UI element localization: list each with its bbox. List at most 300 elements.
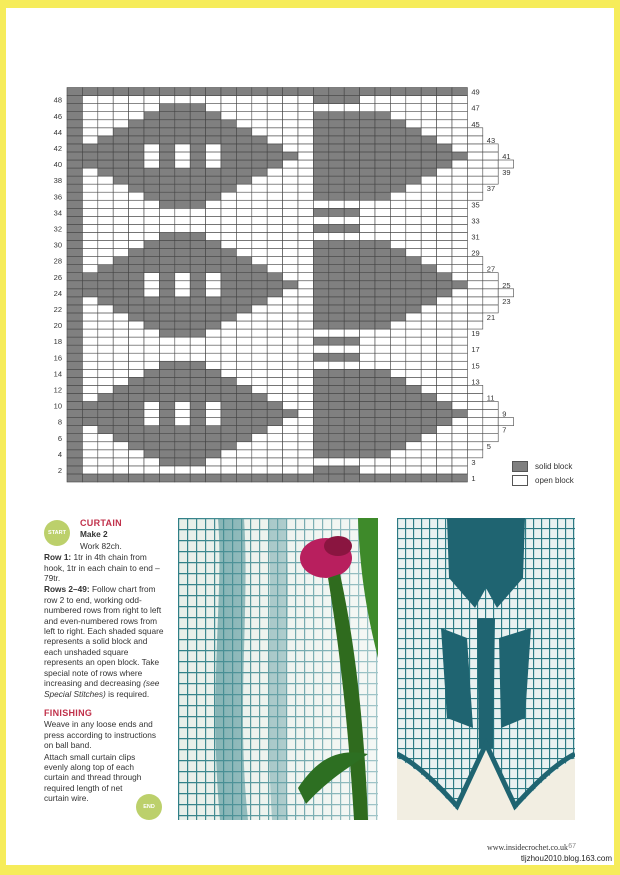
chart-cell bbox=[159, 192, 174, 200]
chart-cell bbox=[144, 136, 159, 144]
chart-cell bbox=[329, 136, 344, 144]
chart-cell bbox=[298, 168, 313, 176]
chart-cell bbox=[406, 297, 421, 305]
chart-cell bbox=[267, 104, 282, 112]
legend-open bbox=[512, 475, 574, 486]
chart-cell bbox=[236, 152, 251, 160]
chart-cell bbox=[406, 369, 421, 377]
chart-cell bbox=[67, 410, 82, 418]
chart-cell bbox=[452, 112, 467, 120]
chart-cell bbox=[82, 402, 97, 410]
chart-cell bbox=[375, 216, 390, 224]
chart-cell bbox=[421, 232, 436, 240]
chart-cell bbox=[406, 136, 421, 144]
row-label-right: 37 bbox=[486, 184, 496, 194]
chart-cell bbox=[360, 281, 375, 289]
row-label-left: 2 bbox=[57, 465, 62, 475]
chart-cell bbox=[129, 224, 144, 232]
chart-cell bbox=[144, 361, 159, 369]
chart-cell bbox=[283, 289, 298, 297]
chart-cell bbox=[267, 361, 282, 369]
chart-cell bbox=[98, 184, 113, 192]
chart-cell bbox=[82, 241, 97, 249]
chart-cell bbox=[344, 305, 359, 313]
chart-cell bbox=[360, 192, 375, 200]
chart-cell bbox=[406, 361, 421, 369]
row-label-right: 33 bbox=[471, 216, 480, 226]
chart-cell bbox=[267, 458, 282, 466]
chart-cell bbox=[467, 144, 482, 152]
chart-cell bbox=[298, 313, 313, 321]
chart-cell bbox=[82, 200, 97, 208]
chart-cell bbox=[390, 337, 405, 345]
chart-cell bbox=[190, 313, 205, 321]
chart-cell bbox=[298, 273, 313, 281]
chart-cell bbox=[344, 345, 359, 353]
chart-cell bbox=[437, 305, 452, 313]
chart-cell bbox=[67, 466, 82, 474]
chart-cell bbox=[82, 474, 97, 482]
chart-cell bbox=[437, 337, 452, 345]
chart-cell bbox=[344, 289, 359, 297]
chart-cell bbox=[313, 152, 328, 160]
chart-cell bbox=[283, 232, 298, 240]
chart-cell bbox=[129, 232, 144, 240]
chart-cell bbox=[221, 88, 236, 96]
chart-cell bbox=[467, 128, 482, 136]
chart-cell bbox=[252, 96, 267, 104]
chart-cell bbox=[329, 104, 344, 112]
chart-cell bbox=[236, 313, 251, 321]
chart-cell bbox=[421, 442, 436, 450]
chart-cell bbox=[298, 128, 313, 136]
chart-cell bbox=[390, 88, 405, 96]
chart-cell bbox=[67, 337, 82, 345]
chart-cell bbox=[236, 249, 251, 257]
chart-cell bbox=[406, 442, 421, 450]
chart-cell bbox=[421, 313, 436, 321]
chart-cell bbox=[437, 249, 452, 257]
chart-cell bbox=[483, 426, 498, 434]
chart-cell bbox=[98, 216, 113, 224]
finishing-line2: Attach small curtain clips evenly along top of each curtain and thread through required length of net curtain wire. bbox=[44, 751, 142, 804]
chart-cell bbox=[175, 144, 190, 152]
chart-cell bbox=[298, 257, 313, 265]
chart-cell bbox=[452, 410, 467, 418]
chart-cell bbox=[267, 241, 282, 249]
chart-cell bbox=[129, 450, 144, 458]
chart-cell bbox=[144, 313, 159, 321]
chart-cell bbox=[190, 128, 205, 136]
chart-cell bbox=[313, 361, 328, 369]
chart-cell bbox=[467, 442, 482, 450]
chart-cell bbox=[129, 393, 144, 401]
chart-cell bbox=[344, 216, 359, 224]
chart-cell bbox=[437, 361, 452, 369]
chart-cell bbox=[437, 353, 452, 361]
chart-cell bbox=[452, 104, 467, 112]
chart-cell bbox=[98, 305, 113, 313]
chart-cell bbox=[344, 353, 359, 361]
row-label-right: 41 bbox=[502, 152, 511, 161]
chart-cell bbox=[375, 232, 390, 240]
chart-cell bbox=[390, 120, 405, 128]
chart-cell bbox=[298, 466, 313, 474]
chart-cell bbox=[406, 208, 421, 216]
chart-cell bbox=[267, 289, 282, 297]
chart-cell bbox=[82, 232, 97, 240]
chart-cell bbox=[98, 224, 113, 232]
chart-cell bbox=[360, 200, 375, 208]
chart-cell bbox=[190, 442, 205, 450]
chart-cell bbox=[252, 104, 267, 112]
chart-cell bbox=[129, 442, 144, 450]
curtain-photo-left-image bbox=[178, 518, 378, 820]
chart-cell bbox=[467, 265, 482, 273]
chart-cell bbox=[221, 184, 236, 192]
chart-cell bbox=[267, 136, 282, 144]
row-label-left: 26 bbox=[53, 272, 62, 282]
chart-cell bbox=[252, 136, 267, 144]
chart-cell bbox=[113, 442, 128, 450]
chart-cell bbox=[82, 450, 97, 458]
chart-cell bbox=[144, 402, 159, 410]
chart-cell bbox=[252, 176, 267, 184]
chart-cell bbox=[236, 345, 251, 353]
chart-cell bbox=[236, 104, 251, 112]
chart-cell bbox=[129, 353, 144, 361]
chart-cell bbox=[98, 474, 113, 482]
chart-cell bbox=[452, 369, 467, 377]
curtain-photo-left bbox=[178, 518, 378, 820]
chart-cell bbox=[221, 176, 236, 184]
chart-cell bbox=[298, 345, 313, 353]
chart-cell bbox=[236, 241, 251, 249]
row-label-right: 23 bbox=[502, 296, 511, 306]
chart-cell bbox=[267, 96, 282, 104]
chart-cell bbox=[313, 297, 328, 305]
chart-cell bbox=[221, 224, 236, 232]
chart-cell bbox=[236, 321, 251, 329]
chart-cell bbox=[452, 192, 467, 200]
chart-cell bbox=[98, 402, 113, 410]
chart-cell bbox=[267, 144, 282, 152]
chart-cell bbox=[129, 176, 144, 184]
chart-cell bbox=[252, 128, 267, 136]
chart-cell bbox=[82, 184, 97, 192]
legend-solid-label: solid block bbox=[535, 462, 573, 471]
chart-cell bbox=[82, 410, 97, 418]
chart-cell bbox=[390, 289, 405, 297]
chart-cell bbox=[206, 112, 221, 120]
chart-cell bbox=[206, 337, 221, 345]
chart-cell bbox=[113, 377, 128, 385]
chart-cell bbox=[113, 184, 128, 192]
chart-cell bbox=[298, 321, 313, 329]
chart-cell bbox=[206, 410, 221, 418]
chart-cell bbox=[406, 152, 421, 160]
chart-cell bbox=[313, 353, 328, 361]
chart-cell bbox=[267, 385, 282, 393]
curtain-photo-right-image bbox=[397, 518, 575, 820]
chart-cell bbox=[82, 329, 97, 337]
chart-cell bbox=[67, 458, 82, 466]
chart-cell bbox=[437, 96, 452, 104]
chart-cell bbox=[67, 112, 82, 120]
chart-cell bbox=[129, 337, 144, 345]
chart-cell bbox=[452, 120, 467, 128]
start-badge: START bbox=[44, 520, 70, 546]
chart-cell bbox=[98, 337, 113, 345]
chart-cell bbox=[98, 104, 113, 112]
legend-open-swatch bbox=[512, 475, 528, 486]
chart-cell bbox=[375, 458, 390, 466]
chart-cell bbox=[113, 249, 128, 257]
chart-cell bbox=[421, 353, 436, 361]
chart-cell bbox=[329, 112, 344, 120]
chart-cell bbox=[190, 200, 205, 208]
chart-cell bbox=[437, 192, 452, 200]
row1-label: Row 1: bbox=[44, 552, 72, 563]
chart-cell bbox=[360, 136, 375, 144]
chart-cell bbox=[98, 208, 113, 216]
chart-cell bbox=[313, 176, 328, 184]
chart-cell bbox=[344, 232, 359, 240]
chart-cell bbox=[159, 402, 174, 410]
chart-cell bbox=[206, 152, 221, 160]
chart-cell bbox=[483, 273, 498, 281]
chart-cell bbox=[113, 104, 128, 112]
row-label-left: 30 bbox=[53, 240, 62, 250]
chart-cell bbox=[144, 474, 159, 482]
chart-cell bbox=[221, 232, 236, 240]
chart-cell bbox=[82, 458, 97, 466]
chart-cell bbox=[360, 208, 375, 216]
chart-cell bbox=[298, 385, 313, 393]
chart-cell bbox=[159, 257, 174, 265]
chart-cell bbox=[390, 297, 405, 305]
instructions-column bbox=[44, 518, 164, 805]
chart-cell bbox=[329, 160, 344, 168]
chart-cell bbox=[360, 96, 375, 104]
chart-cell bbox=[344, 377, 359, 385]
chart-cell bbox=[360, 345, 375, 353]
chart-cell bbox=[375, 393, 390, 401]
chart-cell bbox=[221, 241, 236, 249]
chart-cell bbox=[344, 208, 359, 216]
chart-cell bbox=[483, 152, 498, 160]
chart-cell bbox=[329, 361, 344, 369]
chart-cell bbox=[452, 329, 467, 337]
chart-cell bbox=[67, 152, 82, 160]
chart-cell bbox=[406, 393, 421, 401]
chart-cell bbox=[344, 128, 359, 136]
chart-cell bbox=[67, 136, 82, 144]
chart-cell bbox=[190, 305, 205, 313]
chart-cell bbox=[421, 281, 436, 289]
chart-cell bbox=[452, 144, 467, 152]
chart-cell bbox=[236, 418, 251, 426]
chart-cell bbox=[360, 120, 375, 128]
chart-cell bbox=[283, 418, 298, 426]
chart-cell bbox=[67, 265, 82, 273]
chart-cell bbox=[360, 265, 375, 273]
chart-cell bbox=[344, 466, 359, 474]
chart-cell bbox=[252, 466, 267, 474]
chart-cell bbox=[390, 450, 405, 458]
chart-cell bbox=[159, 450, 174, 458]
chart-cell bbox=[175, 176, 190, 184]
chart-cell bbox=[206, 313, 221, 321]
chart-cell bbox=[159, 345, 174, 353]
chart-cell bbox=[421, 474, 436, 482]
chart-cell bbox=[67, 434, 82, 442]
chart-cell bbox=[406, 128, 421, 136]
chart-cell bbox=[375, 192, 390, 200]
chart-cell bbox=[467, 273, 482, 281]
chart-cell bbox=[467, 385, 482, 393]
chart-cell bbox=[190, 232, 205, 240]
chart-cell bbox=[236, 136, 251, 144]
chart-cell bbox=[236, 329, 251, 337]
chart-cell bbox=[252, 410, 267, 418]
chart-cell bbox=[452, 393, 467, 401]
chart-cell bbox=[283, 474, 298, 482]
chart-cell bbox=[437, 216, 452, 224]
chart-cell bbox=[82, 345, 97, 353]
chart-cell bbox=[421, 241, 436, 249]
chart-cell bbox=[390, 442, 405, 450]
chart-cell bbox=[421, 466, 436, 474]
chart-cell bbox=[252, 434, 267, 442]
chart-cell bbox=[329, 442, 344, 450]
chart-cell bbox=[452, 313, 467, 321]
chart-cell bbox=[390, 313, 405, 321]
chart-cell bbox=[129, 402, 144, 410]
chart-cell bbox=[175, 337, 190, 345]
chart-cell bbox=[236, 184, 251, 192]
chart-cell bbox=[236, 361, 251, 369]
chart-cell bbox=[221, 152, 236, 160]
chart-cell bbox=[175, 160, 190, 168]
chart-cell bbox=[406, 418, 421, 426]
chart-cell bbox=[344, 273, 359, 281]
chart-cell bbox=[452, 224, 467, 232]
chart-cell bbox=[313, 241, 328, 249]
chart-cell bbox=[82, 112, 97, 120]
chart-cell bbox=[159, 224, 174, 232]
chart-cell bbox=[82, 361, 97, 369]
chart-cell bbox=[98, 128, 113, 136]
chart-cell bbox=[406, 337, 421, 345]
chart-cell bbox=[82, 466, 97, 474]
chart-cell bbox=[82, 152, 97, 160]
chart-cell bbox=[390, 474, 405, 482]
chart-cell bbox=[252, 208, 267, 216]
chart-cell bbox=[452, 88, 467, 96]
chart-cell bbox=[98, 136, 113, 144]
chart-cell bbox=[452, 377, 467, 385]
chart-cell bbox=[329, 265, 344, 273]
chart-cell bbox=[452, 273, 467, 281]
chart-cell bbox=[344, 434, 359, 442]
chart-cell bbox=[129, 104, 144, 112]
chart-cell bbox=[236, 265, 251, 273]
chart-cell bbox=[421, 369, 436, 377]
chart-cell bbox=[206, 224, 221, 232]
chart-cell bbox=[360, 426, 375, 434]
chart-cell bbox=[67, 224, 82, 232]
chart-cell bbox=[452, 474, 467, 482]
chart-cell bbox=[129, 200, 144, 208]
chart-cell bbox=[452, 337, 467, 345]
chart-cell bbox=[421, 257, 436, 265]
chart-cell bbox=[421, 410, 436, 418]
row-label-left: 8 bbox=[57, 417, 62, 427]
chart-cell bbox=[190, 450, 205, 458]
chart-cell bbox=[67, 257, 82, 265]
chart-cell bbox=[190, 176, 205, 184]
chart-cell bbox=[375, 168, 390, 176]
chart-cell bbox=[159, 265, 174, 273]
chart-cell bbox=[329, 184, 344, 192]
chart-cell bbox=[206, 466, 221, 474]
chart-cell bbox=[129, 241, 144, 249]
chart-cell bbox=[390, 305, 405, 313]
chart-cell bbox=[159, 184, 174, 192]
chart-cell bbox=[360, 466, 375, 474]
chart-cell bbox=[144, 249, 159, 257]
chart-cell bbox=[298, 216, 313, 224]
chart-cell bbox=[221, 426, 236, 434]
chart-cell bbox=[298, 474, 313, 482]
chart-cell bbox=[329, 410, 344, 418]
chart-cell bbox=[283, 104, 298, 112]
chart-cell bbox=[329, 353, 344, 361]
chart-cell bbox=[113, 144, 128, 152]
chart-cell bbox=[406, 184, 421, 192]
chart-cell bbox=[298, 232, 313, 240]
chart-cell bbox=[421, 120, 436, 128]
chart-cell bbox=[190, 281, 205, 289]
chart-cell bbox=[82, 249, 97, 257]
chart-cell bbox=[144, 305, 159, 313]
chart-cell bbox=[221, 337, 236, 345]
chart-cell bbox=[82, 297, 97, 305]
chart-cell bbox=[129, 216, 144, 224]
chart-cell bbox=[252, 160, 267, 168]
chart-cell bbox=[283, 442, 298, 450]
chart-cell bbox=[252, 216, 267, 224]
chart-cell bbox=[467, 313, 482, 321]
chart-cell bbox=[144, 128, 159, 136]
chart-cell bbox=[313, 321, 328, 329]
chart-cell bbox=[375, 241, 390, 249]
chart-cell bbox=[375, 313, 390, 321]
chart-cell bbox=[190, 426, 205, 434]
chart-cell bbox=[390, 160, 405, 168]
chart-cell bbox=[190, 369, 205, 377]
chart-cell bbox=[437, 369, 452, 377]
chart-cell bbox=[144, 458, 159, 466]
chart-cell bbox=[190, 120, 205, 128]
chart-cell bbox=[437, 345, 452, 353]
chart-cell bbox=[236, 112, 251, 120]
chart-cell bbox=[159, 249, 174, 257]
chart-cell bbox=[175, 345, 190, 353]
chart-cell bbox=[283, 224, 298, 232]
row-label-right: 3 bbox=[471, 457, 476, 467]
